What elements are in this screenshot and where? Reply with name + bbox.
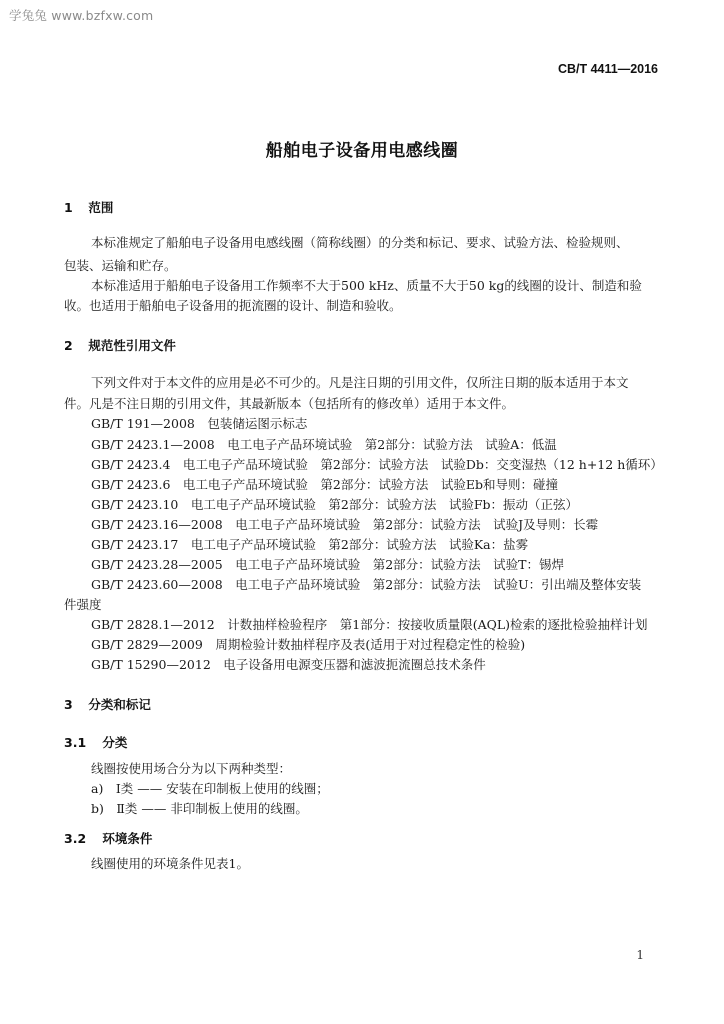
subsection-title: 分类 — [102, 735, 128, 750]
reference-item-continuation: 件强度 — [64, 597, 102, 612]
section-title: 规范性引用文件 — [88, 338, 176, 353]
paragraph-line: 线圈按使用场合分为以下两种类型： — [91, 761, 292, 776]
paragraph-line: 收。也适用于船舶电子设备用的扼流圈的设计、制造和验收。 — [64, 298, 402, 313]
reference-item: GB/T 2423.1—2008 电工电子产品环境试验 第2部分：试验方法 试验A：低温 — [91, 437, 557, 452]
standard-code: CB/T 4411—2016 — [557, 62, 658, 76]
reference-item: GB/T 2423.17 电工电子产品环境试验 第2部分：试验方法 试验Ka：盐雾 — [91, 537, 529, 552]
reference-item: GB/T 2423.60—2008 电工电子产品环境试验 第2部分：试验方法 试验U：引出端及整体安装 — [91, 577, 642, 592]
paragraph-line: 下列文件对于本文件的应用是必不可少的。凡是注日期的引用文件，仅所注日期的版本适用于本文 — [91, 375, 629, 390]
list-item: b) Ⅱ类 —— 非印制板上使用的线圈。 — [91, 801, 308, 816]
subsection-number: 3.1 — [64, 735, 87, 750]
paragraph-line: 件。凡是不注日期的引用文件，其最新版本（包括所有的修改单）适用于本文件。 — [64, 396, 515, 411]
reference-item: GB/T 2423.16—2008 电工电子产品环境试验 第2部分：试验方法 试验J及导则：长霉 — [91, 517, 599, 532]
reference-item: GB/T 2829—2009 周期检验计数抽样程序及表(适用于对过程稳定性的检验) — [91, 637, 526, 652]
section-title: 分类和标记 — [88, 697, 151, 712]
section-2-heading — [64, 336, 176, 354]
section-title: 范围 — [88, 200, 114, 215]
reference-item: GB/T 2423.6 电工电子产品环境试验 第2部分：试验方法 试验Eb和导则：碰撞 — [91, 477, 559, 492]
reference-item: GB/T 2423.10 电工电子产品环境试验 第2部分：试验方法 试验Fb：振动（正弦） — [91, 497, 579, 512]
reference-item: GB/T 2423.4 电工电子产品环境试验 第2部分：试验方法 试验Db：交变湿热（12 h+12 h循环） — [91, 457, 663, 472]
list-item: a) Ⅰ类 —— 安装在印制板上使用的线圈； — [91, 781, 329, 796]
paragraph-line: 本标准规定了船舶电子设备用电感线圈（简称线圈）的分类和标记、要求、试验方法、检验规则、 — [91, 235, 629, 250]
subsection-3-1-heading — [64, 733, 127, 751]
section-number: 3 — [64, 697, 73, 712]
page-title: 船舶电子设备用电感线圈 — [265, 141, 459, 161]
subsection-number: 3.2 — [64, 831, 87, 846]
section-1-heading — [64, 198, 113, 216]
subsection-title: 环境条件 — [102, 831, 153, 846]
page-number: 1 — [636, 948, 644, 962]
paragraph-line: 包装、运输和贮存。 — [64, 258, 177, 273]
subsection-3-2-heading — [64, 829, 152, 847]
watermark: 学兔兔 www.bzfxw.com — [9, 8, 154, 23]
section-number: 2 — [64, 338, 73, 353]
reference-item: GB/T 191—2008 包装储运图示标志 — [91, 416, 308, 431]
section-3-heading — [64, 695, 151, 713]
paragraph-line: 本标准适用于船舶电子设备用工作频率不大于500 kHz、质量不大于50 kg的线圈的设计、制造和验 — [91, 278, 642, 293]
section-number: 1 — [64, 200, 73, 215]
reference-item: GB/T 2423.28—2005 电工电子产品环境试验 第2部分：试验方法 试验T：锡焊 — [91, 557, 564, 572]
reference-item: GB/T 15290—2012 电子设备用电源变压器和滤波扼流圈总技术条件 — [91, 657, 486, 672]
reference-item: GB/T 2828.1—2012 计数抽样检验程序 第1部分：按接收质量限(AQL)检索的逐批检验抽样计划 — [91, 617, 648, 632]
paragraph-line: 线圈使用的环境条件见表1。 — [91, 856, 249, 871]
